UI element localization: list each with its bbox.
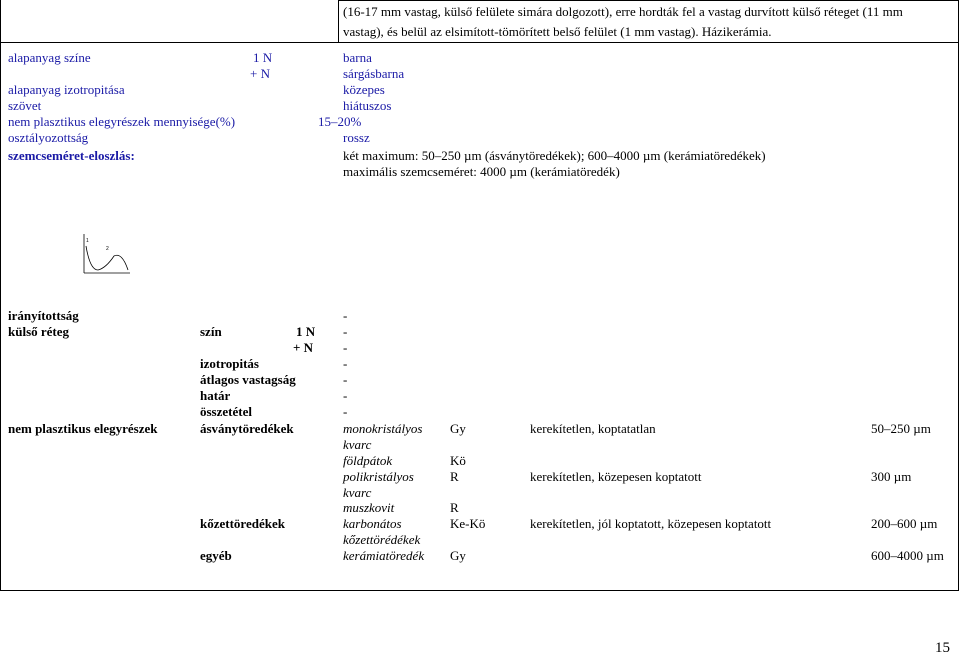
row-4-name: muszkovit xyxy=(343,500,395,515)
row-3-size: 300 µm xyxy=(871,469,912,484)
base-color-label: alapanyag színe xyxy=(8,50,91,65)
row-1-name: monokristályos xyxy=(343,421,423,436)
outer-boundary-value: - xyxy=(343,388,348,403)
table-bottom-rule xyxy=(0,590,959,591)
outer-boundary-label: határ xyxy=(200,388,231,403)
row-2-code: Kö xyxy=(450,453,466,468)
base-color-1n-value: barna xyxy=(343,50,372,65)
row-1-code: Gy xyxy=(450,421,466,436)
row-6-name: kerámiatöredék xyxy=(343,548,425,563)
outer-color-label: szín xyxy=(200,324,222,339)
base-color-pn-value: sárgásbarna xyxy=(343,66,405,81)
grain-distribution-sketch xyxy=(80,232,132,278)
row-5-code: Ke-Kö xyxy=(450,516,486,531)
base-isotropy-label: alapanyag izotropitása xyxy=(8,82,125,97)
orientation-value: - xyxy=(343,308,348,323)
outer-isotropy-label: izotropitás xyxy=(200,356,259,371)
grain-distribution-value-2: maximális szemcseméret: 4000 µm (kerámiatöredék) xyxy=(343,164,620,179)
grain-distribution-label: szemcseméret-eloszlás: xyxy=(8,148,135,163)
mineral-fragments-label: ásványtöredékek xyxy=(200,421,294,436)
table-right-border xyxy=(958,0,959,590)
sorting-value: rossz xyxy=(343,130,370,145)
table-left-border xyxy=(0,0,1,590)
base-isotropy-value: közepes xyxy=(343,82,385,97)
row-3-desc: kerekítetlen, közepesen koptatott xyxy=(530,469,702,484)
row-3-name: polikristályos xyxy=(343,469,414,484)
outer-thickness-label: átlagos vastagság xyxy=(200,372,296,387)
nonplastic-components-label: nem plasztikus elegyrészek xyxy=(8,421,158,436)
outer-thickness-value: - xyxy=(343,372,348,387)
intro-line-2: vastag), és belül az elsimított-tömörített belső felület (1 mm vastag). Házikerámia. xyxy=(343,24,772,39)
outer-color-1n-value: - xyxy=(343,324,348,339)
row-2-name: földpátok xyxy=(343,453,393,468)
table-section-rule xyxy=(0,42,959,43)
row-1-size: 50–250 µm xyxy=(871,421,931,436)
sorting-label: osztályozottság xyxy=(8,130,89,145)
outer-composition-value: - xyxy=(343,404,348,419)
row-5-name: karbonátos xyxy=(343,516,402,531)
sketch-peak-2: 2 xyxy=(106,246,109,252)
row-5-size: 200–600 µm xyxy=(871,516,938,531)
nonplastic-amount-value: 15–20% xyxy=(318,114,362,129)
rock-fragments-label: kőzettöredékek xyxy=(200,516,285,531)
page-number: 15 xyxy=(935,640,950,656)
base-color-pn: + N xyxy=(250,66,270,81)
row-5-name-2: kőzettörédékek xyxy=(343,532,421,547)
row-6-code: Gy xyxy=(450,548,466,563)
row-4-code: R xyxy=(450,500,459,515)
outer-color-1n: 1 N xyxy=(296,324,316,339)
intro-line-1: (16-17 mm vastag, külső felülete simára dolgozott), erre hordták fel a vastag durvított külső réteget (11 mm xyxy=(343,4,903,19)
outer-color-pn-value: - xyxy=(343,340,348,355)
row-5-desc: kerekítetlen, jól koptatott, közepesen koptatott xyxy=(530,516,772,531)
table-top-divider xyxy=(338,0,339,42)
row-3-name-2: kvarc xyxy=(343,485,372,500)
texture-label: szövet xyxy=(8,98,42,113)
outer-layer-label: külső réteg xyxy=(8,324,70,339)
table-top-rule xyxy=(338,0,958,1)
row-6-size: 600–4000 µm xyxy=(871,548,944,563)
sketch-peak-1: 1 xyxy=(86,238,89,244)
orientation-label: irányítottság xyxy=(8,308,79,323)
outer-color-pn: + N xyxy=(293,340,314,355)
outer-isotropy-value: - xyxy=(343,356,348,371)
nonplastic-amount-label: nem plasztikus elegyrészek mennyisége(%) xyxy=(8,114,236,129)
base-color-1n: 1 N xyxy=(253,50,273,65)
row-3-code: R xyxy=(450,469,459,484)
outer-composition-label: összetétel xyxy=(200,404,252,419)
row-1-name-2: kvarc xyxy=(343,437,372,452)
texture-value: hiátuszos xyxy=(343,98,392,113)
other-components-label: egyéb xyxy=(200,548,232,563)
row-1-desc: kerekítetlen, koptatatlan xyxy=(530,421,656,436)
grain-distribution-value-1: két maximum: 50–250 µm (ásványtöredékek); 600–4000 µm (kerámiatöredékek) xyxy=(343,148,766,163)
